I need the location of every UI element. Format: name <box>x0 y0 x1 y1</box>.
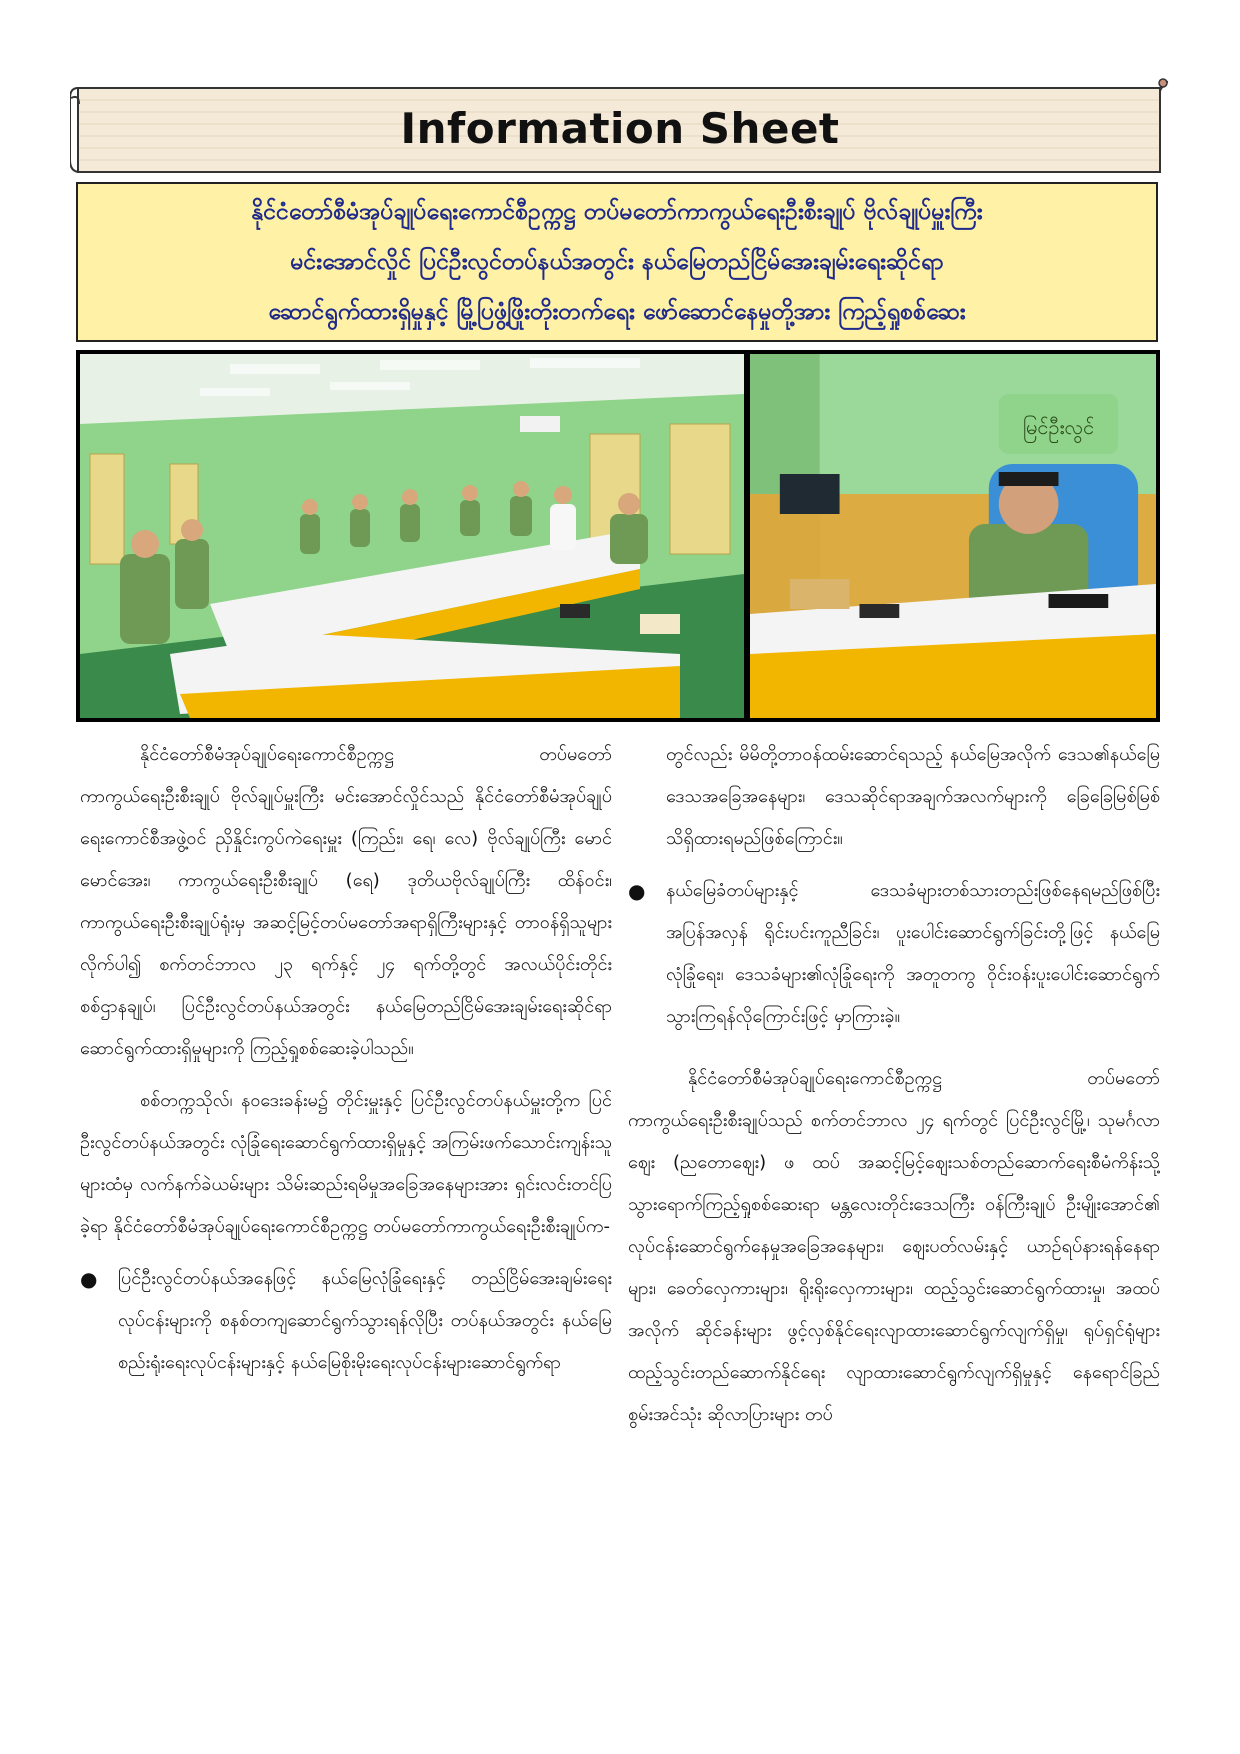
article-body <box>80 734 1160 1734</box>
bullet-item <box>80 1258 612 1394</box>
commander-photo <box>750 354 1156 718</box>
right-column <box>628 734 1160 1734</box>
bullet-item <box>628 870 1160 1048</box>
commander-illustration <box>750 354 1156 718</box>
headline-box <box>76 182 1158 342</box>
bullet-text: ပြင်ဦးလွင်တပ်နယ်အနေဖြင့် နယ်မြေလုံခြုံရေးနှင့် တည်ငြိမ်အေးချမ်းရေးလုပ်ငန်းများကို စနစ်တကျဆောင်ရွက်သွားရန်လိုပြီး တပ်နယ်အတွင်း နယ်မြေစည်းရုံးရေးလုပ်ငန်းများနှင့် နယ်မြေစိုးမိုးရေးလုပ်ငန်းများဆောင်ရွက်ရာ <box>118 1268 612 1373</box>
paragraph: နိုင်ငံတော်စီမံအုပ်ချုပ်ရေးကောင်စီဥက္ကဋ္ဌ တပ်မတော်ကာကွယ်ရေးဦးစီးချုပ် ဗိုလ်ချုပ်မှူးကြီး မင်းအောင်လှိုင်သည် နိုင်ငံတော်စီမံအုပ်ချုပ်ရေးကောင်စီအဖွဲ့ဝင် ညှိနှိုင်းကွပ်ကဲရေးမှူး (ကြည်း၊ ရေ၊ လေ) ဗိုလ်ချုပ်ကြီး မောင်မောင်အေး၊ ကာကွယ်ရေးဦးစီးချုပ် (ရေ) ဒုတိယဗိုလ်ချုပ်ကြီး ထိန်ဝင်း၊ ကာကွယ်ရေးဦးစီးချုပ်ရုံးမှ အဆင့်မြင့်တပ်မတော်အရာရှိကြီးများနှင့် တာဝန်ရှိသူများလိုက်ပါ၍ စက်တင်ဘာလ ၂၃ ရက်နှင့် ၂၄ ရက်တို့တွင် အလယ်ပိုင်းတိုင်းစစ်ဌာနချုပ်၊ ပြင်ဦးလွင်တပ်နယ်အတွင်း နယ်မြေတည်ငြိမ်အေးချမ်းရေးဆိုင်ရာ ဆောင်ရွက်ထားရှိမှုများကို ကြည့်ရှုစစ်ဆေးခဲ့ပါသည်။ <box>80 744 612 1059</box>
headline-line-1: နိုင်ငံတော်စီမံအုပ်ချုပ်ရေးကောင်စီဥက္ကဋ္ဌ တပ်မတော်ကာကွယ်ရေးဦးစီးချုပ် ဗိုလ်ချုပ်မှူးကြီး <box>251 199 983 225</box>
page-title: Information Sheet <box>400 104 840 153</box>
bullet-dot-icon: ● <box>80 1267 98 1291</box>
paragraph: နိုင်ငံတော်စီမံအုပ်ချုပ်ရေးကောင်စီဥက္ကဋ္ဌ တပ်မတော်ကာကွယ်ရေးဦးစီးချုပ်သည် စက်တင်ဘာလ ၂၄ ရက်တွင် ပြင်ဦးလွင်မြို့၊ သုမင်္ဂလာဈေး (ညတောဈေး) ဖ ထပ် အဆင့်မြင့်ဈေးသစ်တည်ဆောက်ရေးစီမံကိန်းသို့ သွားရောက်ကြည့်ရှုစစ်ဆေးရာ မန္တလေးတိုင်းဒေသကြီး ဝန်ကြီးချုပ် ဦးမျိုးအောင်၏ လုပ်ငန်းဆောင်ရွက်နေမှုအခြေအနေများ၊ ဈေးပတ်လမ်းနှင့် ယာဉ်ရပ်နားရန်နေရာများ၊ ခေတ်လှေကားများ၊ ရိုးရိုးလှေကားများ၊ ထည့်သွင်းဆောင်ရွက်ထားမှု၊ အထပ်အလိုက် ဆိုင်ခန်းများ ဖွင့်လှစ်နိုင်ရေးလျာထားဆောင်ရွက်လျက်ရှိမှု၊ ရုပ်ရှင်ရုံများ ထည့်သွင်းတည်ဆောက်နိုင်ရေး လျာထားဆောင်ရွက်လျက်ရှိမှုနှင့် နေရောင်ခြည်စွမ်းအင်သုံး ဆိုလာပြားများ တပ် <box>628 1068 1160 1425</box>
bullet-text: နယ်မြေခံတပ်များနှင့် ဒေသခံများတစ်သားတည်းဖြစ်နေရမည်ဖြစ်ပြီး အပြန်အလှန် ရိုင်းပင်းကူညီခြင်း၊ ပူးပေါင်းဆောင်ရွက်ခြင်းတို့ဖြင့် နယ်မြေလုံခြုံရေး၊ ဒေသခံများ၏လုံခြုံရေးကို အတူတကွ ဝိုင်းဝန်းပူးပေါင်းဆောင်ရွက်သွားကြရန်လိုကြောင်းဖြင့် မှာကြားခဲ့။ <box>666 880 1160 1027</box>
headline-line-3: ဆောင်ရွက်ထားရှိမှုနှင့် မြို့ပြဖွံ့ဖြိုးတိုးတက်ရေး ဖော်ဆောင်နေမှုတို့အား ကြည့်ရှုစစ်ဆေး <box>268 299 966 325</box>
headline-line-2: မင်းအောင်လှိုင် ပြင်ဦးလွင်တပ်နယ်အတွင်း နယ်မြေတည်ငြိမ်အေးချမ်းရေးဆိုင်ရာ <box>290 249 944 275</box>
paragraph-continuation: တွင်လည်း မိမိတို့တာဝန်ထမ်းဆောင်ရသည့် နယ်မြေအလိုက် ဒေသ၏နယ်မြေဒေသအခြေအနေများ၊ ဒေသဆိုင်ရာအချက်အလက်များကို ခြေခြေမြစ်မြစ် သိရှိထားရမည်ဖြစ်ကြောင်း။ <box>666 744 1160 849</box>
left-column <box>80 734 612 1734</box>
bullet-dot-icon: ● <box>628 879 646 903</box>
paragraph: စစ်တက္ကသိုလ်၊ နဝဒေးခန်းမ၌ တိုင်းမှူးနှင့် ပြင်ဦးလွင်တပ်နယ်မှူးတို့က ပြင်ဦးလွင်တပ်နယ်အတွင်း လုံခြုံရေးဆောင်ရွက်ထားရှိမှုနှင့် အကြမ်းဖက်သောင်းကျန်းသူများထံမှ လက်နက်ခဲယမ်းများ သိမ်းဆည်းရမိမှုအခြေအနေများအား ရှင်းလင်းတင်ပြခဲ့ရာ နိုင်ငံတော်စီမံအုပ်ချုပ်ရေးကောင်စီဥက္ကဋ္ဌ တပ်မတော်ကာကွယ်ရေးဦးစီးချုပ်က- <box>80 1090 612 1237</box>
title-banner <box>70 78 1170 180</box>
wall-sign-text: မြင်ဦးလွင် <box>1022 414 1095 440</box>
photo-strip <box>76 350 1160 722</box>
meeting-hall-photo <box>80 354 744 718</box>
meeting-hall-illustration <box>80 354 744 718</box>
